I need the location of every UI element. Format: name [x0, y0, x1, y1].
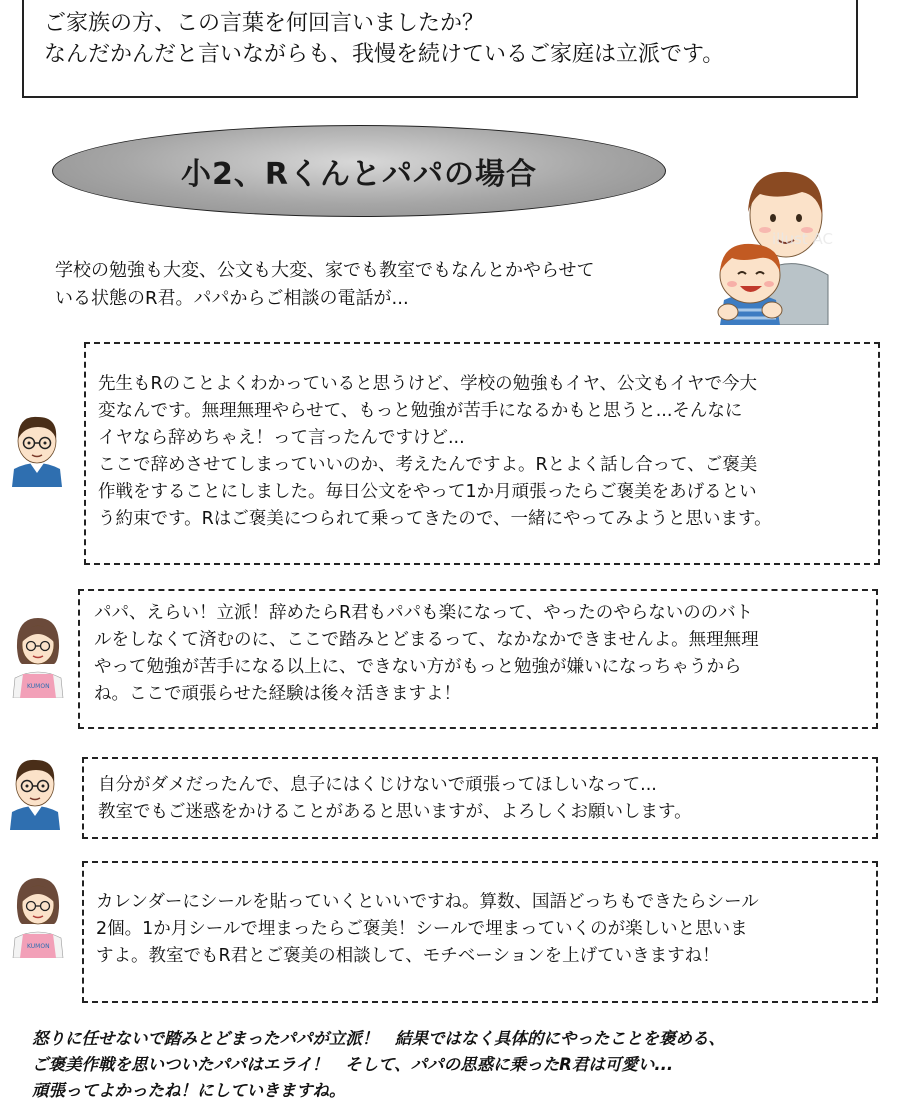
- bubble-line: う約束です。Rはご褒美につられて乗ってきたので、一緒にやってみようと思います。: [98, 509, 772, 529]
- father-son-illustration: [710, 160, 840, 325]
- closing-line-2: ご褒美作戦を思いついたパパはエライ！ そして、パパの思惑に乗ったR君は可愛い...: [32, 1055, 674, 1074]
- closing-line-1: 怒りに任せないで踏みとどまったパパが立派！ 結果ではなく具体的にやったことを褒める、: [32, 1029, 725, 1048]
- teacher-avatar-icon: [10, 872, 66, 958]
- bubble-line: パパ、えらい！立派！辞めたらR君もパパも楽になって、やったのやらないののバト: [94, 603, 753, 623]
- father-speech-bubble: [82, 757, 878, 839]
- header-line-2: なんだかんだと言いながらも、我慢を続けているご家庭は立派です。: [44, 42, 725, 67]
- teacher-speech-bubble: [78, 589, 878, 729]
- intro-text: [55, 257, 695, 313]
- bubble-line: 自分がダメだったんで、息子にはくじけないで頑張ってほしいなって...: [98, 775, 657, 795]
- bubble-line: やって勉強が苦手になる以上に、できない方がもっと勉強が嫌いになっちゃうから: [94, 657, 742, 677]
- bubble-line: ね。ここで頑張らせた経験は後々活きますよ！: [94, 684, 461, 704]
- bubble-line: カレンダーにシールを貼っていくといいですね。算数、国語どっちもできたらシール: [96, 892, 759, 912]
- closing-line-3: 頑張ってよかったね！にしていきますね。: [32, 1081, 346, 1100]
- teacher-avatar-icon: [10, 612, 66, 698]
- bubble-line: 先生もRのことよくわかっていると思うけど、学校の勉強もイヤ、公文もイヤで今大: [98, 374, 757, 394]
- bubble-line: 教室でもご迷惑をかけることがあると思いますが、よろしくお願いします。: [98, 802, 692, 822]
- apron-logo: KUMON: [27, 683, 50, 690]
- bubble-line: ここで辞めさせてしまっていいのか、考えたんですよ。Rとよく話し合って、ご褒美: [98, 455, 758, 475]
- title-ellipse: [52, 125, 666, 217]
- bubble-line: ルをしなくて済むのに、ここで踏みとどまるって、なかなかできませんよ。無理無理: [94, 630, 759, 650]
- apron-logo: KUMON: [27, 943, 50, 950]
- illustration-watermark: illust AC: [772, 230, 833, 248]
- father-speech-bubble: [84, 342, 880, 565]
- father-avatar-icon: [8, 409, 66, 487]
- bubble-line: すよ。教室でもR君とご褒美の相談して、モチベーションを上げていきますね！: [96, 946, 720, 966]
- header-line-1: ご家族の方、この言葉を何回言いましたか？: [44, 11, 485, 36]
- header-message-box: [22, 0, 858, 98]
- father-avatar-icon: [6, 752, 64, 830]
- bubble-line: 2個。1か月シールで埋まったらご褒美！シールで埋まっていくのが楽しいと思いま: [96, 919, 748, 939]
- page-title: 小2、Rくんとパパの場合: [181, 157, 537, 192]
- bubble-line: イヤなら辞めちゃえ！って言ったんですけど...: [98, 428, 465, 448]
- closing-comment: [32, 1026, 892, 1104]
- bubble-line: 変なんです。無理無理やらせて、もっと勉強が苦手になるかもと思うと...そんなに: [98, 401, 743, 421]
- bubble-line: 作戦をすることにしました。毎日公文をやって1か月頑張ったらご褒美をあげるとい: [98, 482, 757, 502]
- intro-line-1: 学校の勉強も大変、公文も大変、家でも教室でもなんとかやらせて: [55, 260, 595, 281]
- intro-line-2: いる状態のR君。パパからご相談の電話が...: [55, 288, 409, 309]
- teacher-speech-bubble: [82, 861, 878, 1003]
